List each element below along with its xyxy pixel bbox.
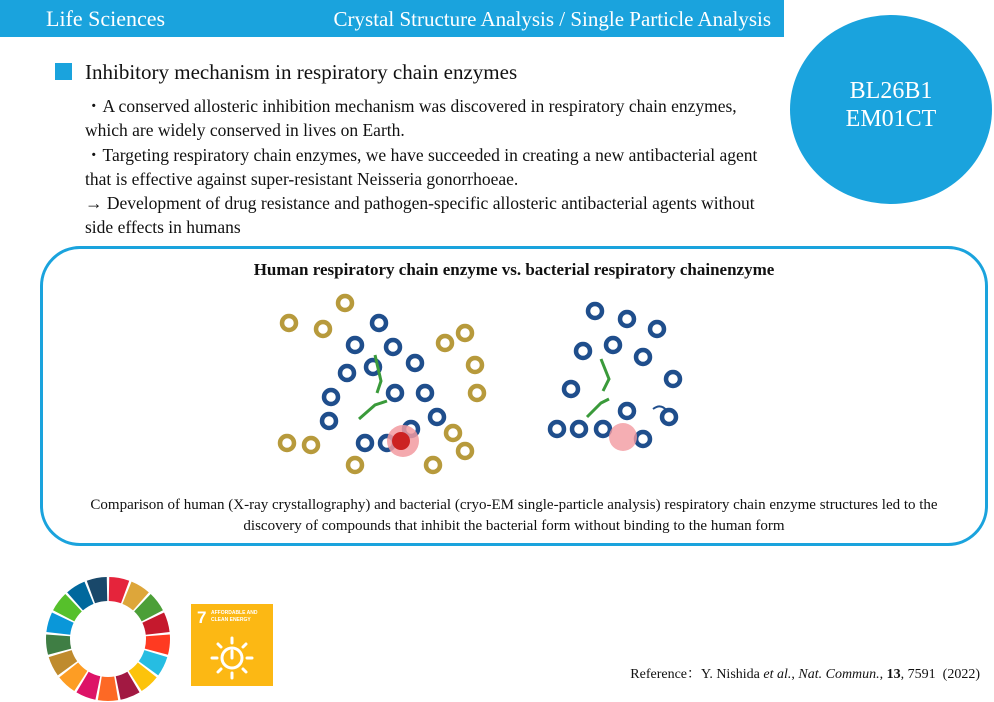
ref-sep2: , bbox=[879, 667, 887, 682]
ref-sep1: , bbox=[791, 667, 799, 682]
ref-rest: , 7591 (2022) bbox=[900, 667, 980, 682]
header-bar bbox=[0, 0, 784, 37]
sdg-wheel-segment bbox=[98, 676, 118, 701]
bullet-1: ・A conserved allosteric inhibition mechanism was discovered in respiratory chain enzymes, which are widely conserved in lives on Earth. bbox=[85, 96, 737, 141]
sdg-goal-number: 7 bbox=[197, 608, 207, 627]
bullet-3: → Development of drug resistance and pathogen-specific allosteric antibacterial agents without side effects in humans bbox=[85, 193, 755, 238]
bullet-list bbox=[85, 94, 775, 240]
beamline-1: BL26B1 bbox=[849, 78, 933, 104]
ref-etal: et al. bbox=[763, 667, 792, 682]
sdg-goal-7-icon bbox=[191, 604, 273, 686]
sdg-goal-label: AFFORDABLE AND CLEAN ENERGY bbox=[211, 610, 258, 623]
sdg-wheel-icon bbox=[45, 576, 171, 702]
section-heading: Inhibitory mechanism in respiratory chain enzymes bbox=[85, 60, 518, 84]
beamline-badge bbox=[790, 15, 992, 204]
ref-prefix: Reference：Y. Nishida bbox=[630, 667, 764, 682]
ref-volume: 13 bbox=[886, 667, 901, 682]
bullet-2: ・Targeting respiratory chain enzymes, we have succeeded in creating a new antibacterial agent that is effective against super-resistant Neisseria gonorrhoeae. bbox=[85, 144, 758, 189]
heading-marker bbox=[55, 63, 72, 80]
figure-caption: Comparison of human (X-ray crystallography) and bacterial (cryo-EM single-particle analysis) respiratory chain enzyme structures led to the discovery of compounds that inhibit the bacterial form without binding to the human form bbox=[90, 497, 938, 534]
field-title: Life Sciences bbox=[46, 6, 166, 31]
sun-power-icon bbox=[208, 636, 256, 680]
topic-title: Crystal Structure Analysis / Single Particle Analysis bbox=[333, 7, 771, 31]
bacterial-enzyme-structure bbox=[543, 299, 693, 459]
human-enzyme-structure bbox=[275, 293, 495, 483]
figure-title: Human respiratory chain enzyme vs. bacterial respiratory chainenzyme bbox=[253, 260, 775, 279]
figure-panel bbox=[40, 246, 988, 546]
reference-citation bbox=[630, 663, 980, 683]
beamline-2: EM01CT bbox=[845, 106, 937, 132]
ref-journal: Nat. Commun. bbox=[798, 667, 880, 682]
